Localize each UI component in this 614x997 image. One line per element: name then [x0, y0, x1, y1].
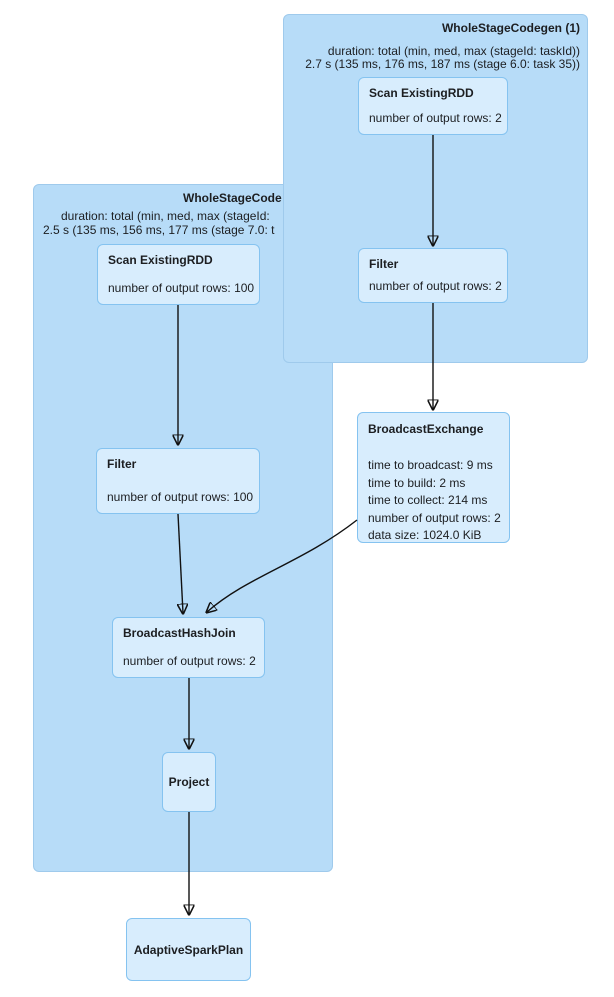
- node-metric: number of output rows: 100: [107, 490, 254, 504]
- node-metric: time to broadcast: 9 ms: [368, 458, 493, 472]
- node-filter-1[interactable]: [358, 248, 508, 303]
- cluster-title: WholeStageCode: [183, 191, 282, 205]
- node-title: BroadcastHashJoin: [123, 626, 236, 640]
- cluster-title: WholeStageCodegen (1): [441, 21, 580, 35]
- cluster-duration-label: duration: total (min, med, max (stageId:: [61, 209, 270, 223]
- node-title: Scan ExistingRDD: [108, 253, 213, 267]
- node-title: Project: [168, 775, 210, 789]
- node-metrics: [368, 457, 499, 545]
- node-metric: data size: 1024.0 KiB: [368, 528, 482, 542]
- cluster-wholestagecodegen-1[interactable]: [283, 14, 588, 363]
- node-metric: number of output rows: 2: [369, 111, 502, 125]
- node-broadcast-hash-join[interactable]: [112, 617, 265, 678]
- node-adaptive-spark-plan[interactable]: [126, 918, 251, 981]
- node-metric: time to build: 2 ms: [368, 475, 466, 490]
- node-title: AdaptiveSparkPlan: [133, 942, 244, 957]
- node-metric: number of output rows: 2: [123, 654, 256, 668]
- node-title: Scan ExistingRDD: [369, 86, 474, 100]
- node-metric: time to collect: 214 ms: [368, 493, 488, 507]
- cluster-duration-value: 2.7 s (135 ms, 176 ms, 187 ms (stage 6.0: task 35)): [305, 57, 580, 71]
- node-scan-existingrdd-2[interactable]: [97, 244, 260, 305]
- node-title: BroadcastExchange: [368, 422, 484, 436]
- cluster-duration-label: duration: total (min, med, max (stageId: taskId)): [327, 44, 580, 58]
- cluster-duration-value: 2.5 s (135 ms, 156 ms, 177 ms (stage 7.0: t: [43, 223, 275, 237]
- node-metric: number of output rows: 2: [369, 279, 502, 293]
- node-project[interactable]: [162, 752, 216, 812]
- node-metric: number of output rows: 100: [108, 281, 255, 295]
- node-metric: number of output rows: 2: [368, 510, 501, 525]
- node-title: Filter: [107, 457, 137, 471]
- node-scan-existingrdd-1[interactable]: [358, 77, 508, 135]
- node-title: Filter: [369, 257, 399, 271]
- node-filter-2[interactable]: [96, 448, 260, 514]
- node-broadcast-exchange[interactable]: [357, 412, 510, 543]
